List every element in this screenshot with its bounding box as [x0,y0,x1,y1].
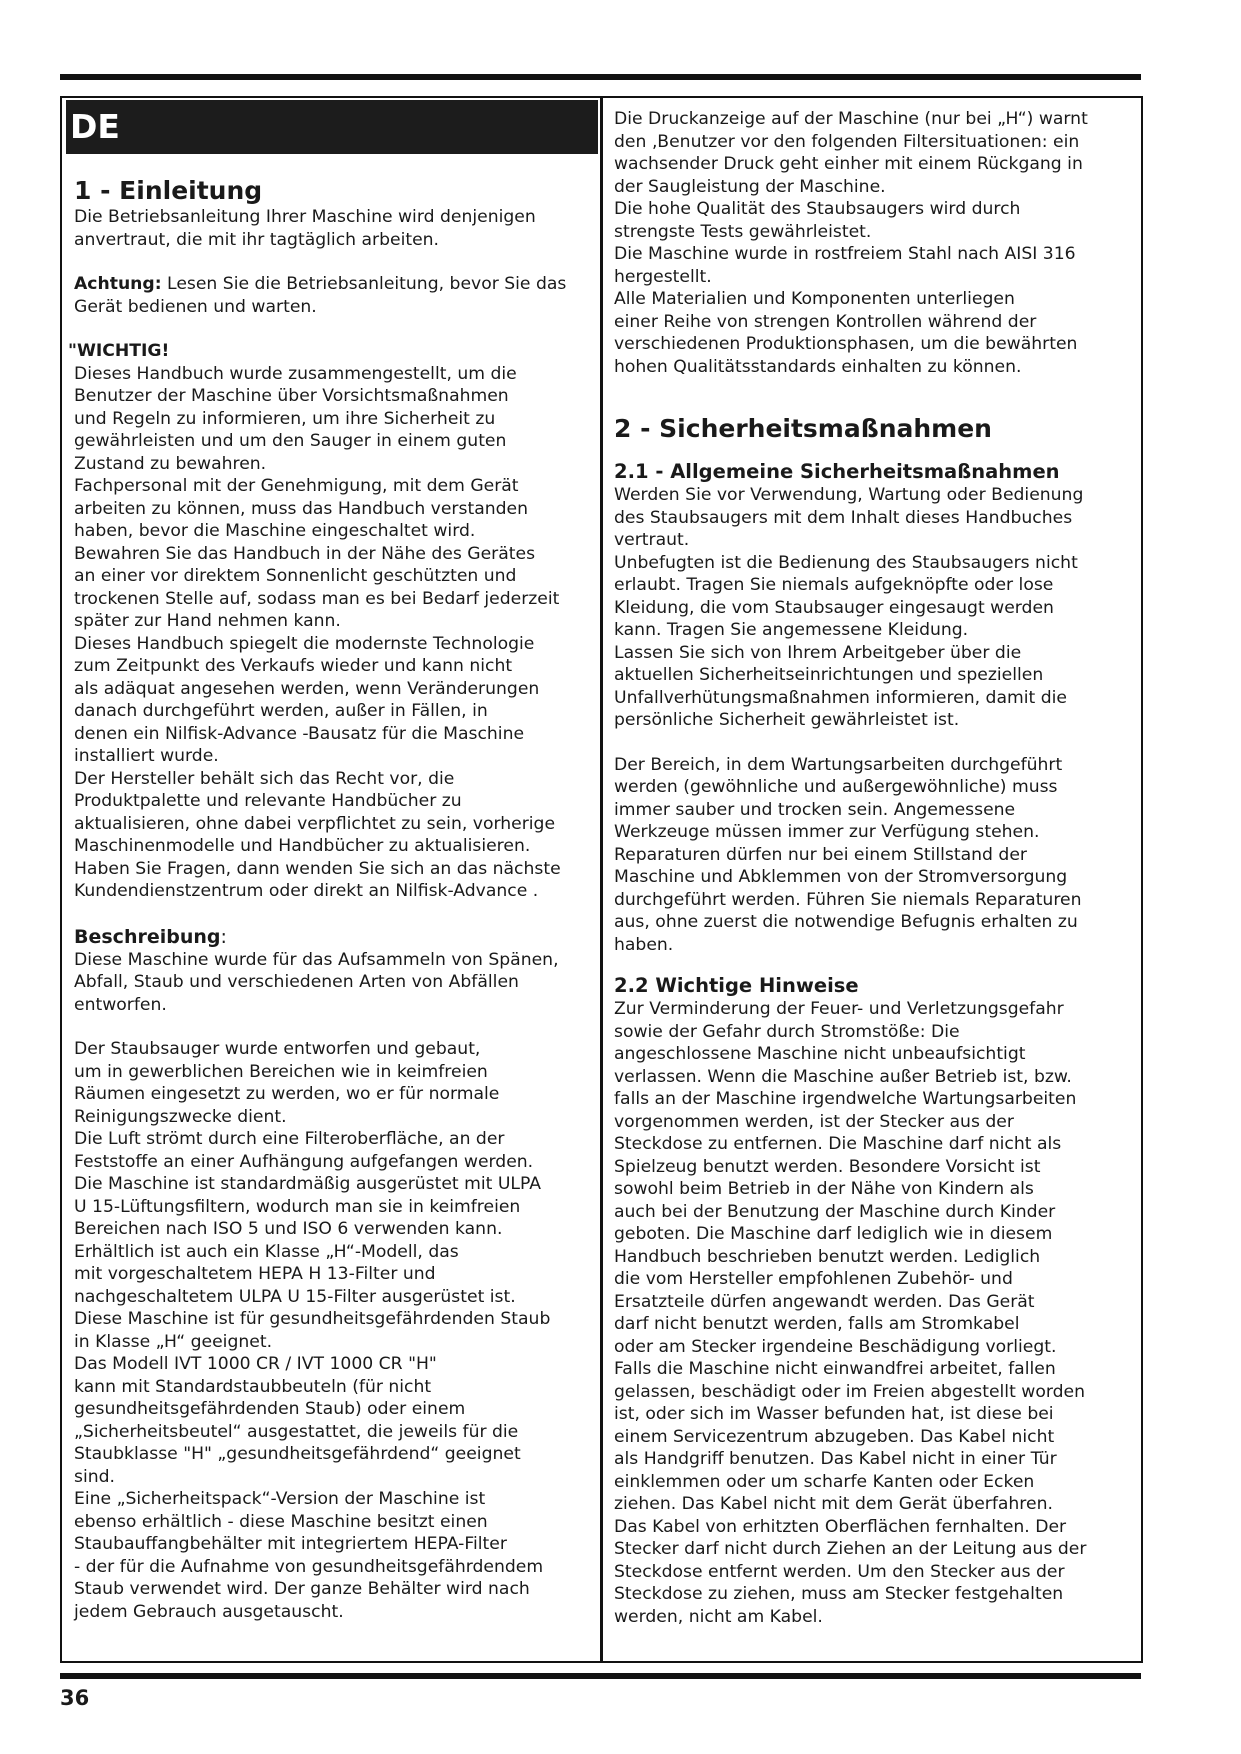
section-2-1-paragraph-2: Der Bereich, in dem Wartungsarbeiten durchgeführt werden (gewöhnliche und außergewöhnliche) muss immer sauber und trocken sein. Angemessene Werkzeuge müssen immer zur Verfügung stehen. Reparaturen dürfen nur bei einem Stillstand der Maschine und Abklemmen von der Stromversorgung durchgeführt werden. Führen Sie niemals Reparaturen aus, ohne zuerst die notwendige Befugnis erhalten zu haben. [614,754,1082,955]
section-2-2-paragraph: Zur Verminderung der Feuer- und Verletzungsgefahr sowie der Gefahr durch Stromstöße: Die angeschlossene Maschine nicht unbeaufsichtigt verlassen. Wenn die Maschine außer Betrieb ist, bzw. falls an der Maschine irgendwelche Wartungsarbeiten vorgenommen werden, ist der Stecker aus der Steckdose zu entfernen. Die Maschine darf nicht als Spielzeug benutzt werden. Besondere Vorsicht ist sowohl beim Betrieb in der Nähe von Kindern als auch bei der Benutzung der Maschine durch Kinder geboten. Die Maschine darf lediglich wie in diesem Handbuch beschrieben benutzt werden. Lediglich die vom Hersteller empfohlenen Zubehör- und Ersatzteile dürfen angewandt werden. Das Gerät darf nicht benutzt werden, falls am Stromkabel oder am Stecker irgendeine Beschädigung vorliegt. Falls die Maschine nicht einwandfrei arbeitet, fallen gelassen, beschädigt oder im Freien abgestellt worden ist, oder sich im Wasser befunden hat, ist diese bei einem Servicezentrum abzugeben. Das Kabel nicht als Handgriff benutzen. Das Kabel nicht in einer Tür einklemmen oder um scharfe Kanten oder Ecken ziehen. Das Kabel nicht mit dem Gerät überfahren. Das Kabel von erhitzten Oberflächen fernhalten. Der Stecker darf nicht durch Ziehen an der Leitung aus der Steckdose entfernt werden. Um den Stecker aus der Steckdose zu ziehen, muss am Stecker festgehalten werden, nicht am Kabel. [614,999,1087,1627]
druckanzeige-paragraph: Die Druckanzeige auf der Maschine (nur bei „H“) warnt den ‚Benutzer vor den folgenden Filtersituationen: ein wachsender Druck geht einher mit einem Rückgang in der Saugleistung der Maschine. Die hohe Qualität des Staubsaugers wird durch strengste Tests gewährleistet. Die Maschine wurde in rostfreiem Stahl nach AISI 316 hergestellt. Alle Materialien und Komponenten unterliegen einer Reihe von strengen Kontrollen während der verschiedenen Produktionsphasen, um die bewährten hohen Qualitätsstandards einhalten zu können. [614,109,1088,377]
page-number: 36 [60,1686,90,1710]
column-divider [600,96,603,1661]
wichtig-paragraph: Dieses Handbuch wurde zusammengestellt, um die Benutzer der Maschine über Vorsichtsmaßnahmen und Regeln zu informieren, um ihre Sicherheit zu gewährleisten und um den Sauger in einem guten Zustand zu bewahren. Fachpersonal mit der Genehmigung, mit dem Gerät arbeiten zu können, muss das Handbuch verstanden haben, bevor die Maschine eingeschaltet wird. Bewahren Sie das Handbuch in der Nähe des Gerätes an einer vor direktem Sonnenlicht geschützten und trockenen Stelle auf, sodass man es bei Bedarf jederzeit später zur Hand nehmen kann. Dieses Handbuch spiegelt die modernste Technologie zum Zeitpunkt des Verkaufs wieder und kann nicht als adäquat angesehen werden, wenn Veränderungen danach durchgeführt werden, außer in Fällen, in denen ein Nilfisk-Advance -Bausatz für die Maschine installiert wurde. Der Hersteller behält sich das Recht vor, die Produktpalette und relevante Handbücher zu aktualisieren, ohne dabei verpflichtet zu sein, vorherige Maschinenmodelle und Handbücher zu aktualisieren. Haben Sie Fragen, dann wenden Sie sich an das nächste Kundendienstzentrum oder direkt an Nilfisk-Advance . [74,363,561,901]
section-2-2-heading: 2.2 Wichtige Hinweise [614,974,859,997]
section-2-1-heading: 2.1 - Allgemeine Sicherheitsmaßnahmen [614,460,1060,483]
bottom-rule [60,1673,1141,1679]
top-rule [60,74,1141,80]
section-2-heading: 2 - Sicherheitsmaßnahmen [614,414,992,443]
wichtig-label: "WICHTIG! [68,341,170,361]
achtung-paragraph [74,273,592,318]
section-2-1-paragraph-1: Werden Sie vor Verwendung, Wartung oder Bedienung des Staubsaugers mit dem Inhalt dieses Handbuches vertraut. Unbefugten ist die Bedienung des Staubsaugers nicht erlaubt. Tragen Sie niemals aufgeknöpfte oder lose Kleidung, die vom Staubsauger eingesaugt werden kann. Tragen Sie angemessene Kleidung. Lassen Sie sich von Ihrem Arbeitgeber über die aktuellen Sicherheitseinrichtungen und speziellen Unfallverhütungsmaßnahmen informieren, damit die persönliche Sicherheit gewährleistet ist. [614,485,1084,730]
achtung-text: Lesen Sie die Betriebsanleitung, bevor Sie das Gerät bedienen und warten. [74,274,567,317]
beschreibung-label: Beschreibung [74,925,221,948]
section-1-heading: 1 - Einleitung [74,176,263,205]
beschreibung-paragraph-1: Diese Maschine wurde für das Aufsammeln von Spänen, Abfall, Staub und verschiedenen Arten von Abfällen entworfen. [74,949,559,1015]
beschreibung-colon: : [220,925,227,948]
left-column [68,100,592,1623]
intro-paragraph: Die Betriebsanleitung Ihrer Maschine wird denjenigen anvertraut, die mit ihr tagtäglich arbeiten. [74,207,536,250]
language-tag: DE [66,100,598,154]
right-column [614,108,1132,1628]
beschreibung-paragraph-2: Der Staubsauger wurde entworfen und gebaut, um in gewerblichen Bereichen wie in keimfreien Räumen eingesetzt zu werden, wo er für normale Reinigungszwecke dient. Die Luft strömt durch eine Filteroberfläche, an der Feststoffe an einer Aufhängung aufgefangen werden. Die Maschine ist standardmäßig ausgerüstet mit ULPA U 15-Lüftungsfiltern, wodurch man sie in keimfreien Bereichen nach ISO 5 und ISO 6 verwenden kann. Erhältlich ist auch ein Klasse „H“-Modell, das mit vorgeschaltetem HEPA H 13-Filter und nachgeschaltetem ULPA U 15-Filter ausgerüstet ist. Diese Maschine ist für gesundheitsgefährdenden Staub in Klasse „H“ geeignet. Das Modell IVT 1000 CR / IVT 1000 CR "H" kann mit Standardstaubbeuteln (für nicht gesundheitsgefährdenden Staub) oder einem „Sicherheitsbeutel“ ausgestattet, die jeweils für die Staubklasse "H" „gesundheitsgefährdend“ geeignet sind. Eine „Sicherheitspack“-Version der Maschine ist ebenso erhältlich - diese Maschine besitzt einen Staubauffangbehälter mit integriertem HEPA-Filter - der für die Aufnahme von gesundheitsgefährdendem Staub verwendet wird. Der ganze Behälter wird nach jedem Gebrauch ausgetauscht. [74,1039,551,1622]
achtung-label: Achtung: [74,274,162,294]
